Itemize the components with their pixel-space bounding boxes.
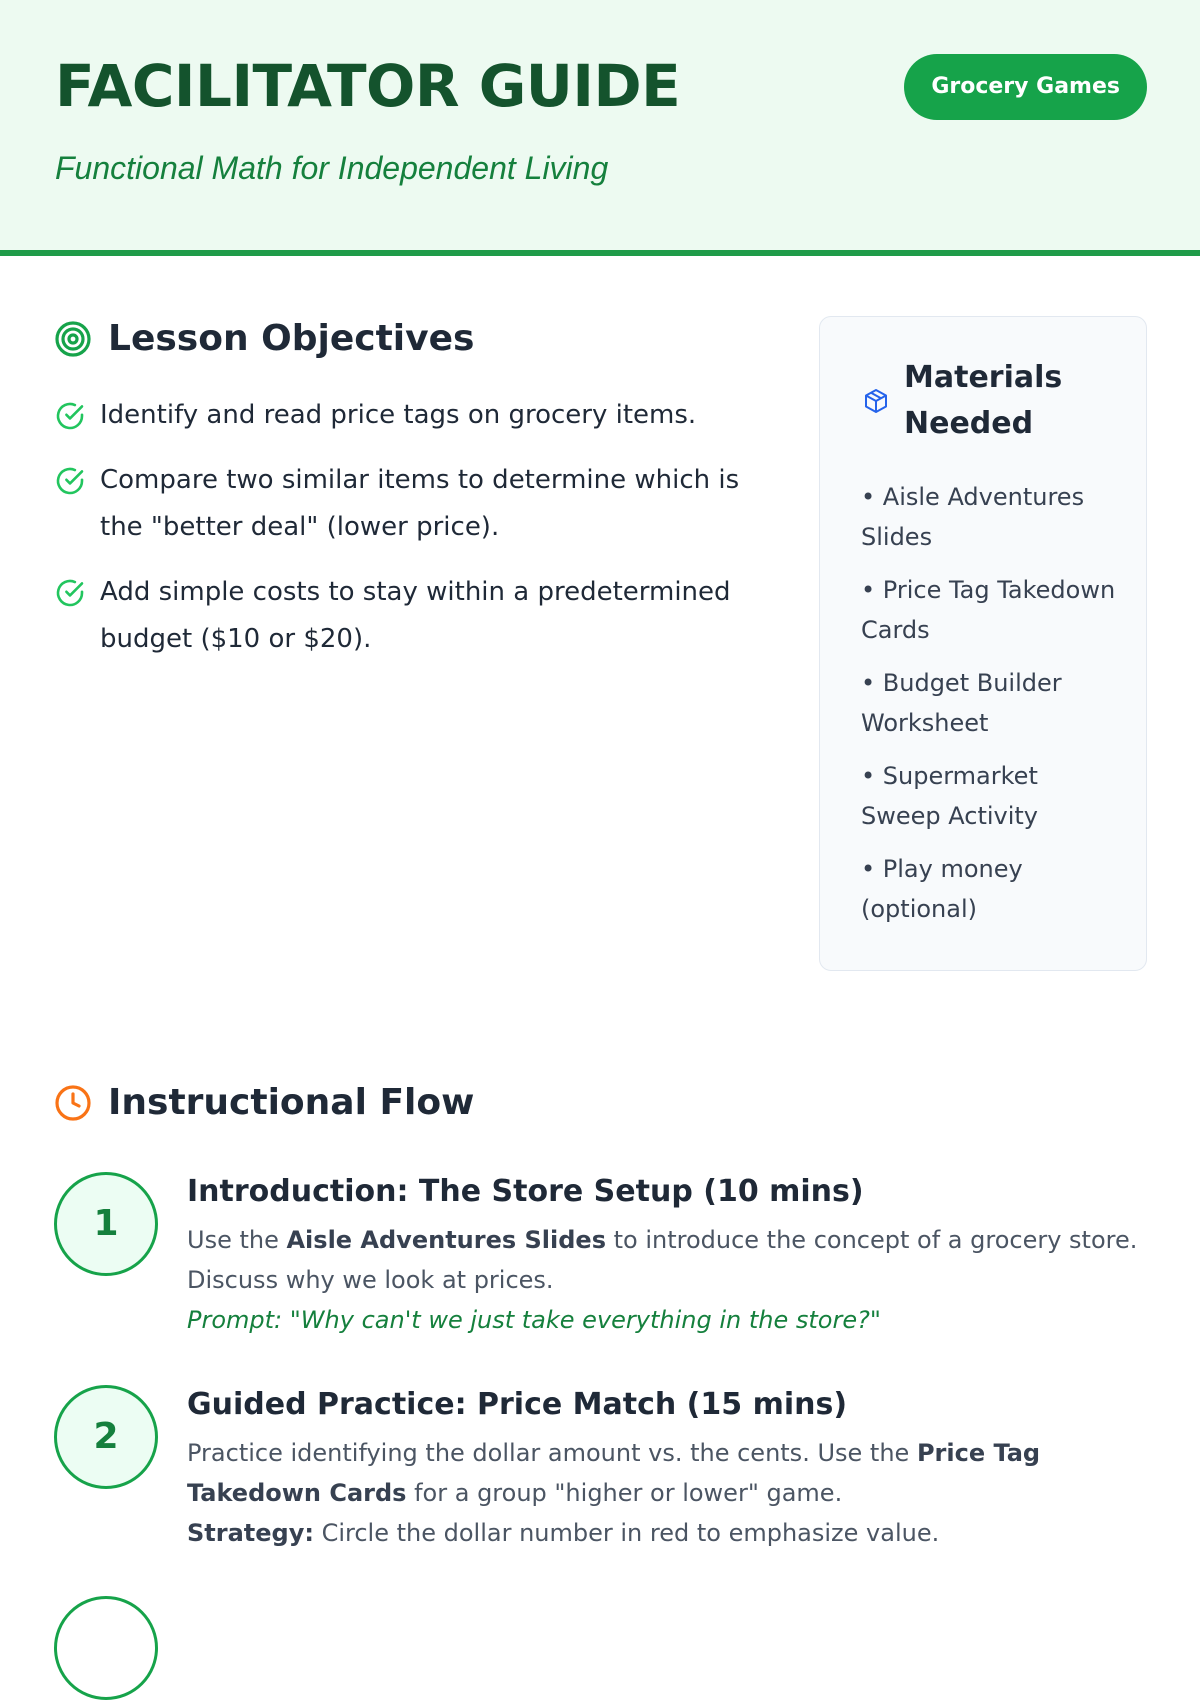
page-subtitle: Functional Math for Independent Living <box>55 150 609 186</box>
step-strategy <box>187 1513 1147 1553</box>
objective-item <box>54 392 774 439</box>
step-desc-text: for a group "higher or lower" game. <box>406 1479 843 1507</box>
material-item: • Supermarket Sweep Activity <box>861 762 1039 830</box>
objective-item <box>54 569 774 663</box>
step-description <box>187 1433 1147 1513</box>
check-circle-icon <box>54 465 86 497</box>
material-item: • Budget Builder Worksheet <box>861 669 1062 737</box>
step-body <box>187 1172 1147 1340</box>
check-circle-icon <box>54 577 86 609</box>
category-badge: Grocery Games <box>904 54 1147 120</box>
flow-heading <box>54 1082 474 1123</box>
step-number: 1 <box>54 1172 158 1276</box>
materials-card <box>819 316 1147 971</box>
flow-heading-text: Instructional Flow <box>108 1082 475 1123</box>
step-prompt: Prompt: "Why can't we just take everything in the store?" <box>187 1306 881 1334</box>
step-desc-text: Practice identifying the dollar amount vs. the cents. Use the <box>187 1439 917 1467</box>
objective-text: Add simple costs to stay within a predetermined budget ($10 or $20). <box>100 577 731 654</box>
box-icon <box>862 387 890 415</box>
material-item: • Play money (optional) <box>861 855 1023 923</box>
step-strategy-label: Strategy: <box>187 1519 314 1547</box>
objective-text: Identify and read price tags on grocery items. <box>100 400 697 430</box>
next-step-number <box>54 1596 158 1700</box>
material-item: • Price Tag Takedown Cards <box>861 576 1116 644</box>
objectives-heading-text: Lesson Objectives <box>108 318 475 359</box>
step-strategy-text: Circle the dollar number in red to emphasize value. <box>313 1519 940 1547</box>
step-desc-material: Aisle Adventures Slides <box>286 1226 606 1254</box>
step-body <box>187 1385 1147 1553</box>
step-desc-text: to introduce the concept of a grocery store. Discuss why we look at prices. <box>187 1226 1138 1294</box>
step-title: Guided Practice: Price Match (15 mins) <box>187 1387 848 1422</box>
objectives-heading <box>54 318 474 359</box>
clock-icon <box>54 1084 92 1122</box>
materials-heading-text: Materials Needed <box>904 360 1063 441</box>
step-number: 2 <box>54 1385 158 1489</box>
step-description <box>187 1220 1147 1300</box>
step-desc-material: Price Tag Takedown Cards <box>187 1439 1041 1507</box>
check-circle-icon <box>54 400 86 432</box>
target-icon <box>54 320 92 358</box>
material-item: • Aisle Adventures Slides <box>861 483 1085 551</box>
objective-item <box>54 457 774 551</box>
step-title: Introduction: The Store Setup (10 mins) <box>187 1174 864 1209</box>
header <box>0 0 1200 256</box>
step-desc-text: Use the <box>187 1226 287 1254</box>
objective-text: Compare two similar items to determine which is the "better deal" (lower price). <box>100 465 740 542</box>
materials-heading <box>862 355 1104 447</box>
page-title: FACILITATOR GUIDE <box>55 52 681 120</box>
objectives-list <box>54 392 774 681</box>
materials-list <box>861 477 1119 942</box>
